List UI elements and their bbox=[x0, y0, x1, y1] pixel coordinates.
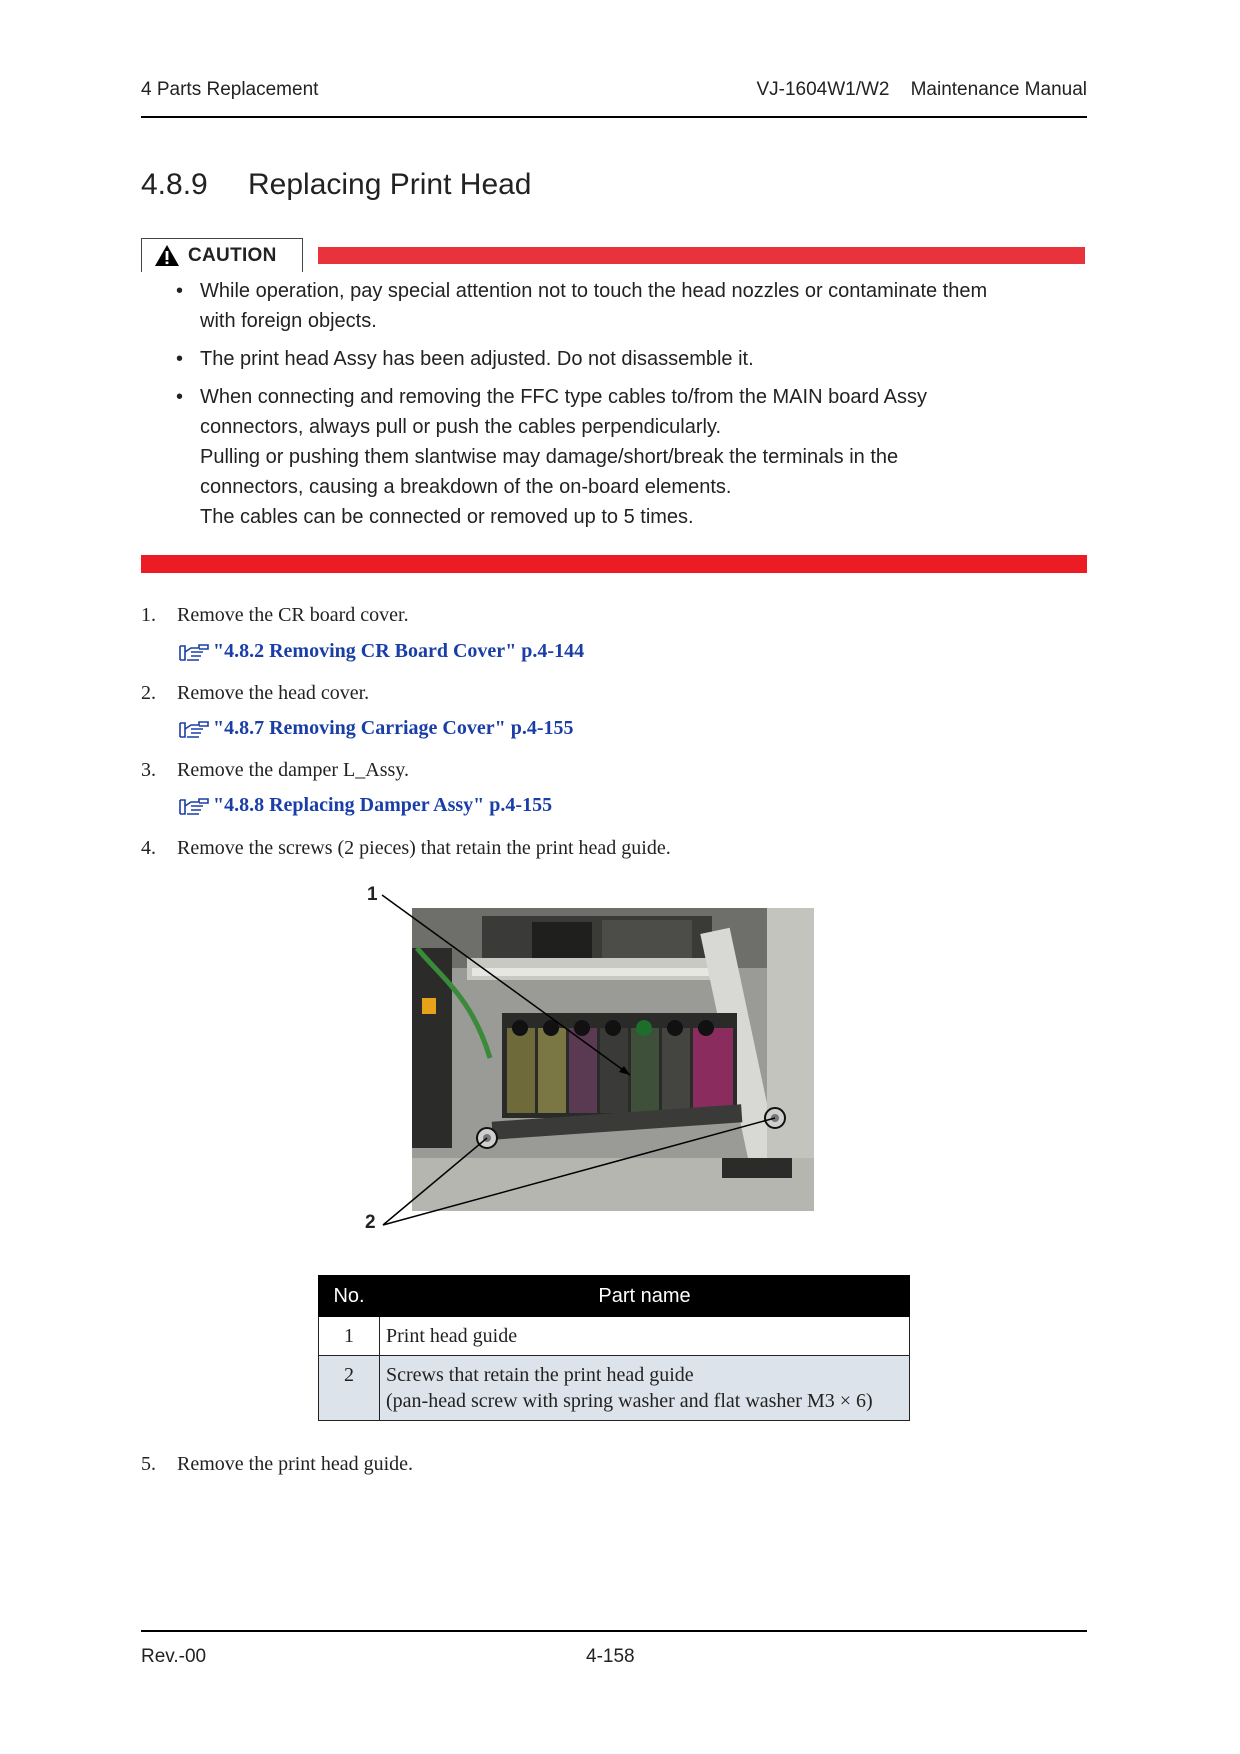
part-name-line: (pan-head screw with spring washer and flat washer M3 × 6) bbox=[386, 1390, 873, 1412]
footer-rule bbox=[141, 1630, 1087, 1632]
step-number: 3. bbox=[141, 759, 156, 781]
caution-line: with foreign objects. bbox=[200, 310, 377, 332]
caution-label: CAUTION bbox=[188, 244, 277, 266]
header-section-label: 4 Parts Replacement bbox=[141, 79, 319, 100]
caution-line: • While operation, pay special attention not to touch the head nozzles or contaminate them bbox=[200, 280, 988, 302]
step-number: 1. bbox=[141, 604, 156, 626]
caution-line: • When connecting and removing the FFC type cables to/from the MAIN board Assy bbox=[200, 386, 928, 408]
step-number: 5. bbox=[141, 1453, 156, 1475]
step-number: 2. bbox=[141, 682, 156, 704]
table-header-row bbox=[319, 1276, 910, 1317]
callout-2: 2 bbox=[365, 1212, 376, 1233]
caution-line: Pulling or pushing them slantwise may damage/short/break the terminals in the bbox=[200, 446, 899, 468]
caution-line: • The print head Assy has been adjusted. Do not disassemble it. bbox=[200, 348, 754, 370]
parts-table bbox=[318, 1275, 910, 1421]
part-name-line: Print head guide bbox=[386, 1325, 518, 1347]
step-number: 4. bbox=[141, 837, 156, 859]
footer-page-number: 4-158 bbox=[586, 1646, 635, 1667]
column-header-no: No. bbox=[319, 1276, 380, 1317]
caution-line: connectors, always pull or push the cables perpendicularly. bbox=[200, 416, 722, 438]
section-number: 4.8.9 bbox=[141, 168, 208, 201]
reference-text: "4.8.7 Removing Carriage Cover" p.4-155 bbox=[213, 717, 574, 739]
step-text: Remove the print head guide. bbox=[177, 1453, 414, 1475]
footer-revision: Rev.-00 bbox=[141, 1646, 207, 1667]
part-name bbox=[380, 1317, 910, 1356]
table-row bbox=[319, 1356, 910, 1421]
header-manual-title: VJ-1604W1/W2 Maintenance Manual bbox=[756, 79, 1087, 100]
caution-line: The cables can be connected or removed up to 5 times. bbox=[200, 506, 694, 528]
part-number: 2 bbox=[319, 1356, 380, 1421]
section-title-text: Replacing Print Head bbox=[248, 168, 532, 201]
callout-1: 1 bbox=[367, 884, 378, 905]
caution-line: connectors, causing a breakdown of the on-board elements. bbox=[200, 476, 732, 498]
step-text: Remove the damper L_Assy. bbox=[177, 759, 409, 781]
column-header-part-name: Part name bbox=[380, 1276, 910, 1317]
step-text: Remove the screws (2 pieces) that retain the print head guide. bbox=[177, 837, 671, 859]
reference-text: "4.8.8 Replacing Damper Assy" p.4-155 bbox=[213, 794, 553, 816]
reference-text: "4.8.2 Removing CR Board Cover" p.4-144 bbox=[213, 640, 585, 662]
step-text: Remove the CR board cover. bbox=[177, 604, 409, 626]
step-5 bbox=[141, 1453, 413, 1476]
part-name-line: Screws that retain the print head guide bbox=[386, 1364, 694, 1386]
table-row bbox=[319, 1317, 910, 1356]
part-name bbox=[380, 1356, 910, 1421]
step-text: Remove the head cover. bbox=[177, 682, 370, 704]
part-number: 1 bbox=[319, 1317, 380, 1356]
